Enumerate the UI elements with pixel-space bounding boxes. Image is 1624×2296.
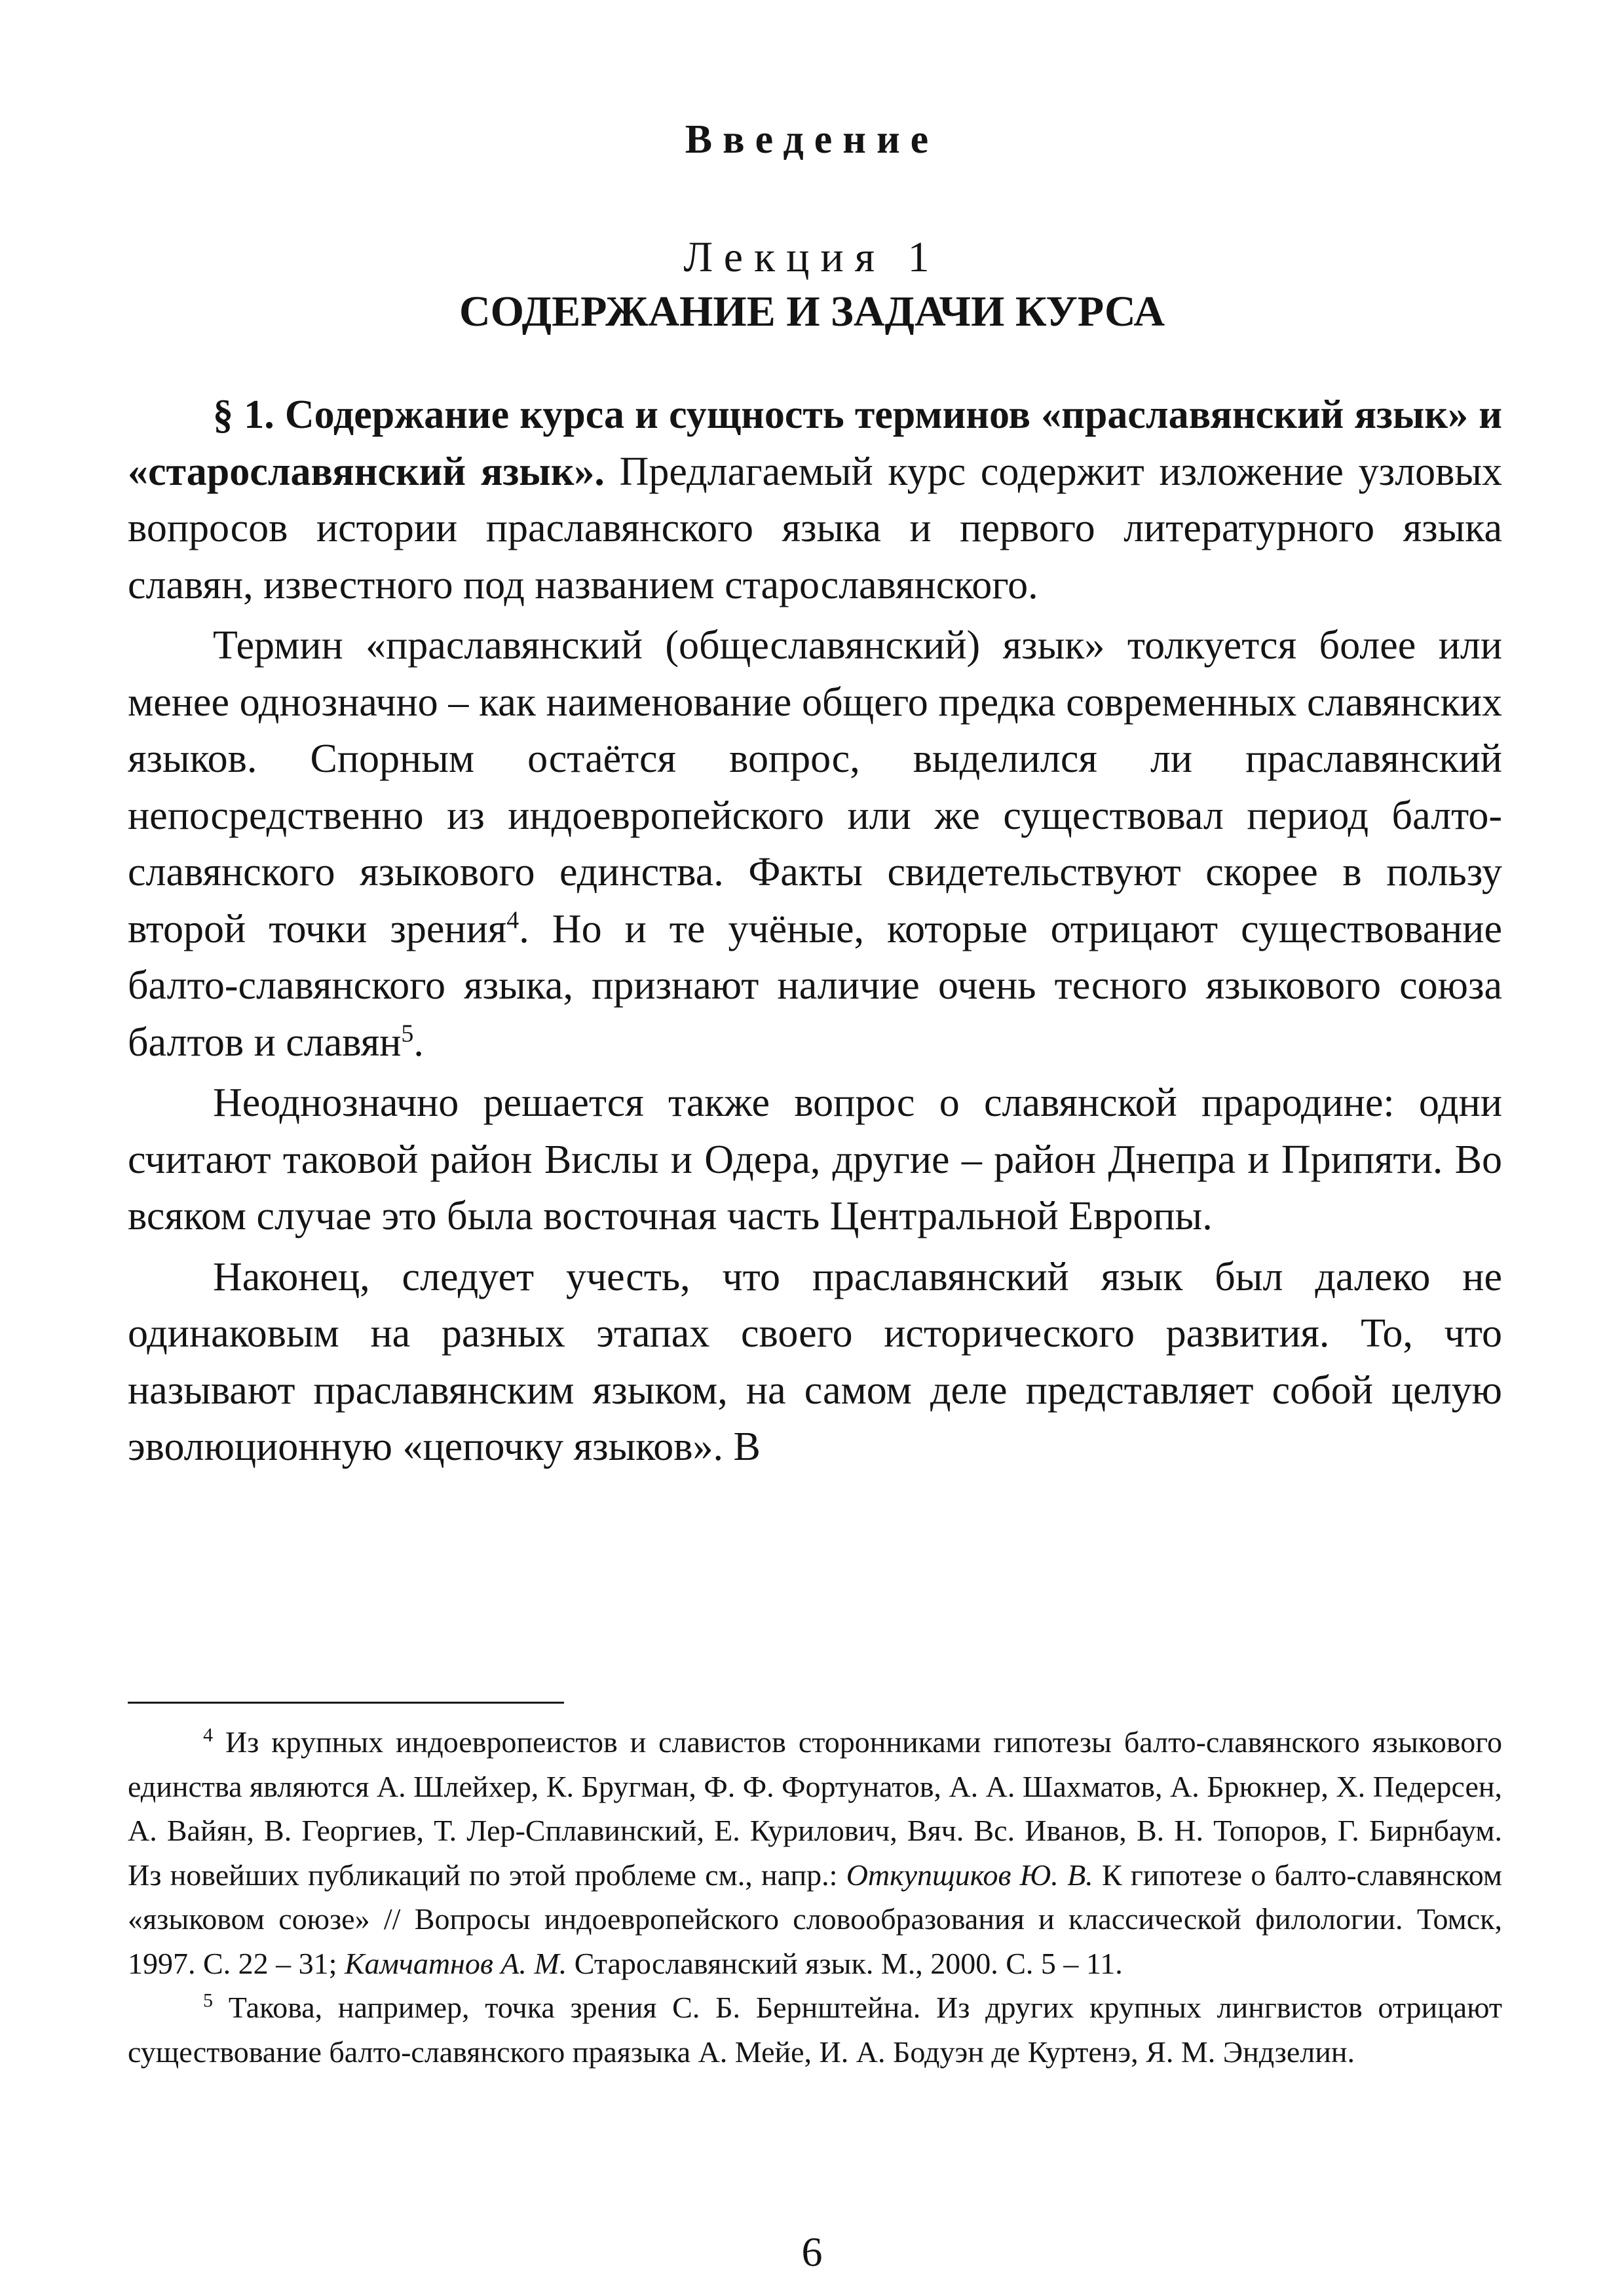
footnote-4-mark: 4: [203, 1724, 213, 1746]
footnote-4-author-1: Откупщиков Ю. В.: [846, 1858, 1093, 1892]
paragraph-2-part-a: Термин «праславянский (общеславянский) язык» толкуется более или менее однозначно – как наименование общего предка современных славянских языков. Спорным остаётся вопрос, выделился ли праславянский непосредственно из индоевропейского или же существовал период балто-славянского языкового единства. Факты свидетельствуют скорее в пользу второй точки зрения: [128, 623, 1502, 951]
footnote-ref-4: 4: [506, 906, 519, 934]
paragraph-1-text: Предлагаемый курс содержит изложение узловых вопросов истории праславянского языка и первого литературного языка славян, известного под названием старославянского.: [128, 449, 1503, 607]
paragraph-2-part-b: . Но и те учёные, которые отрицают существование балто-славянского языка, признают наличие очень тесного языкового союза балтов и славян: [128, 906, 1502, 1065]
footnote-5: [128, 1985, 1502, 2074]
footnote-4-text-b: К гипотезе о балто-славянском «языковом союзе» // Вопросы индоевропейского словообразования и классической филологии. Томск, 1997. С. 22 – 31;: [128, 1858, 1503, 1980]
footnote-5-text: Такова, например, точка зрения С. Б. Бернштейна. Из других крупных лингвистов отрицают существование балто-славянского праязыка А. Мейе, И. А. Бодуэн де Куртенэ, Я. М. Эндзелин.: [128, 1991, 1502, 2069]
footnote-5-mark: 5: [203, 1989, 213, 2012]
footnote-ref-5: 5: [401, 1019, 414, 1047]
paragraph-1: [128, 387, 1502, 613]
paragraph-2: [128, 617, 1502, 1071]
lecture-label: Лекция 1: [683, 233, 941, 281]
footnote-divider: [128, 1702, 564, 1704]
footnotes: [128, 1720, 1502, 2074]
page-number: 6: [801, 2229, 823, 2275]
footnote-4-text-c: Старославянский язык. М., 2000. С. 5 – 11.: [574, 1946, 1123, 1980]
paragraph-4: Наконец, следует учесть, что праславянский язык был далеко не одинаковым на разных этапах своего исторического развития. То, что называют праславянским языком, на самом деле представляет собой целую эволюционную «цепочку языков». В: [128, 1254, 1502, 1469]
paragraph-3: Неоднозначно решается также вопрос о славянской прародине: одни считают таковой район Вислы и Одера, другие – район Днепра и Припяти. Во всяком случае это была восточная часть Центральной Европы.: [128, 1081, 1502, 1238]
paragraph-heading: § 1. Содержание курса и сущность терминов «праславянский язык» и «старославянский язык».: [128, 392, 1502, 494]
footnote-4-author-2: Камчатнов А. М.: [344, 1946, 567, 1980]
section-title: Введение: [685, 117, 939, 162]
footnote-4: [128, 1720, 1502, 1985]
main-text: [128, 387, 1502, 1476]
paragraph-2-part-c: .: [413, 1020, 424, 1065]
lecture-title: СОДЕРЖАНИЕ И ЗАДАЧИ КУРСА: [459, 288, 1165, 335]
footnote-4-text-a: Из крупных индоевропеистов и славистов сторонниками гипотезы балто-славянского языкового единства являются А. Шлейхер, К. Бругман, Ф. Ф. Фортунатов, А. А. Шахматов, А. Брюкнер, Х. Педерсен, А. Вайян, В. Георгиев, Т. Лер-Сплавинский, Е. Курилович, Вяч. Вс. Иванов, В. Н. Топоров, Г. Бирнбаум. Из новейших публикаций по этой проблеме см., напр.:: [128, 1725, 1503, 1892]
